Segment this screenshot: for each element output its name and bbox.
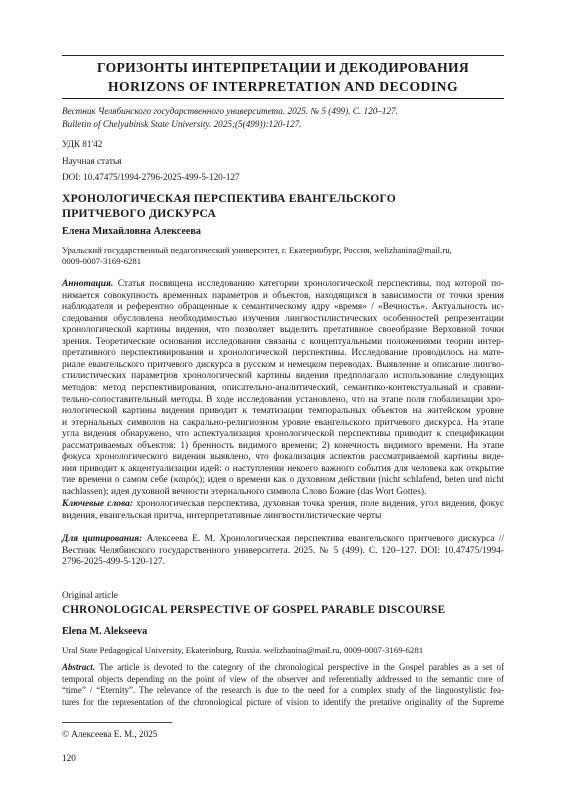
copyright: © Алексеева Е. М., 2025 <box>62 729 158 739</box>
abstract-en-line: “time” / “Eternity”. The relevance of the research is due to the need for a complex study of the linguostylistic fea- <box>62 685 504 696</box>
keywords-ru-label: Ключевые слова: <box>62 499 134 509</box>
article-type-en: Original article <box>62 590 118 600</box>
abstract-ru-line: рассматриваемых объектов: 1) бренность видимого времени; 2) конечность видимого времени. На этапе <box>62 440 504 451</box>
abstract-ru-line: тельно-сопоставительный методы. В ходе исследования установлено, что на этапе поля глобализации хро- <box>62 394 504 405</box>
abstract-ru-line: фокуса хронологического видения выявлено, что фокализация аспектов рассматриваемой картины виде- <box>62 452 504 463</box>
title-ru-line-2: ПРИТЧЕВОГО ДИСКУРСА <box>62 207 217 220</box>
header-top-rule <box>62 55 504 56</box>
affiliation-en: Ural State Pedagogical University, Ekaterinburg, Russia. welizhanina@mail.ru, 0009-0007-3169-6281 <box>62 645 424 655</box>
abstract-ru-line: и этернальных символов на сакрально-религиозном уровне евангельского притчевого дискурса. На этапе <box>62 417 504 428</box>
abstract-ru-line: методов: метод перспективирования, описательно-аналитический, семантико-контекстуальный и сравни- <box>62 382 504 393</box>
abstract-ru-line: ния приводит к акцентуализации идей: о наступлении некоего важного события для человека как открытие <box>62 463 504 474</box>
page-number: 120 <box>62 753 76 763</box>
author-en: Elena M. Alekseeva <box>62 626 148 637</box>
abstract-ru-line: претативного перспективирования и хронологической перспективы. Исследование проводилось на мате- <box>62 348 504 359</box>
article-page <box>62 0 504 800</box>
cite-ru-line-2: Вестник Челябинского государственного университета. 2025. № 5 (499). С. 120–127. DOI: 10.47475/1994- <box>62 545 504 556</box>
abstract-ru-line: нимается совокупность временных параметров и объектов, находящихся в зависимости от точки зрения <box>62 290 504 301</box>
abstract-ru-line: стилистических параметров хронологической картины видения предполагало использование следующих <box>62 371 504 382</box>
header-bottom-rule <box>62 98 504 99</box>
abstract-en-line: tures for the representation of the chronological picture of vision to identify the pretative originality of the Supreme <box>62 696 504 707</box>
section-title-en: HORIZONS OF INTERPRETATION AND DECODING <box>107 79 459 94</box>
udc: УДК 81'42 <box>62 139 103 149</box>
cite-ru-line-3: 2796-2025-499-5-120-127. <box>62 557 166 567</box>
citation-en: Bulletin of Chelyabinsk State University. 2025;(5(499)):120-127. <box>62 119 302 129</box>
title-en: CHRONOLOGICAL PERSPECTIVE OF GOSPEL PARABLE DISCOURSE <box>62 604 446 616</box>
abstract-ru-line: тие времени о самом себе (καιρός); идея о времени как о духовном действии (nicht schlafend, beten und nicht <box>62 475 504 486</box>
abstract-ru-line: следования обусловлена необходимостью изучения лингвостилистических особенностей репрезентации <box>62 313 504 324</box>
affiliation-ru-line-1: Уральский государственный педагогический университет, г. Екатеринбург, Россия, welizhanina@mail.ru, <box>62 245 452 255</box>
cite-ru-label: Для цитирования: <box>62 534 143 544</box>
article-type-ru: Научная статья <box>62 156 122 166</box>
abstract-ru-line: хронологической картины видения, что позволяет выделить претативное своеобразие Верховной точки <box>62 325 504 336</box>
cite-ru: Для цитирования: Алексеева Е. М. Хронологическая перспектива евангельского притчевого дискурса // <box>62 534 504 544</box>
abstract-en-line: temporal objects depending on the point of view of the observer and referentially addressed to the semantic core of <box>62 673 504 684</box>
keywords-ru: Ключевые слова: хронологическая перспектива, духовная точка зрения, поле видения, угол видения, фокус <box>62 499 505 509</box>
author-ru: Елена Михайловна Алексеева <box>62 226 202 237</box>
abstract-ru-line: зрения. Теоретические основания исследования связаны с концептуальными положениями теории интер- <box>62 336 504 347</box>
footnote-rule <box>62 722 172 723</box>
citation-ru: Вестник Челябинского государственного университета. 2025. № 5 (499). С. 120–127. <box>62 106 398 116</box>
abstract-ru-line: угла видения обнаружено, что аспектуализация хронологической перспективы приводит к спецификации <box>62 429 504 440</box>
abstract-en: Abstract. The article is devoted to the category of the chronological perspective in the Gospel parables as a set of <box>62 662 504 672</box>
abstract-en-label: Abstract. <box>62 662 96 672</box>
doi: DOI: 10.47475/1994-2796-2025-499-5-120-127 <box>62 172 240 182</box>
abstract-ru-line: наблюдателя и референтно обращенные к семантическому ядру «время» / «Вечность». Актуальность ис- <box>62 302 504 313</box>
section-title-ru: ГОРИЗОНТЫ ИНТЕРПРЕТАЦИИ И ДЕКОДИРОВАНИЯ <box>97 60 469 75</box>
abstract-ru-line: Аннотация. Статья посвящена исследованию категории хронологической перспективы, под которой по- <box>62 279 504 289</box>
keywords-ru-line-2: видения, евангельская притча, интерпретативные лингвостилистические черты <box>62 510 382 521</box>
title-ru-line-1: ХРОНОЛОГИЧЕСКАЯ ПЕРСПЕКТИВА ЕВАНГЕЛЬСКОГО <box>62 192 397 205</box>
abstract-ru-label: Аннотация. <box>62 279 114 289</box>
abstract-ru-line: риале евангельского притчевого дискурса в русском и немецком переводах. Выявление и описание лингво- <box>62 359 504 370</box>
affiliation-ru-line-2: 0009-0007-3169-6281 <box>62 256 142 266</box>
abstract-ru-line: нологической картины видения приводит к тематизации темпоральных объектов на житейском уровне <box>62 406 504 417</box>
abstract-ru-line: nachlassen); идея духовной вечности этернального символа Слово Божие (das Wort Gottes). <box>62 486 427 497</box>
